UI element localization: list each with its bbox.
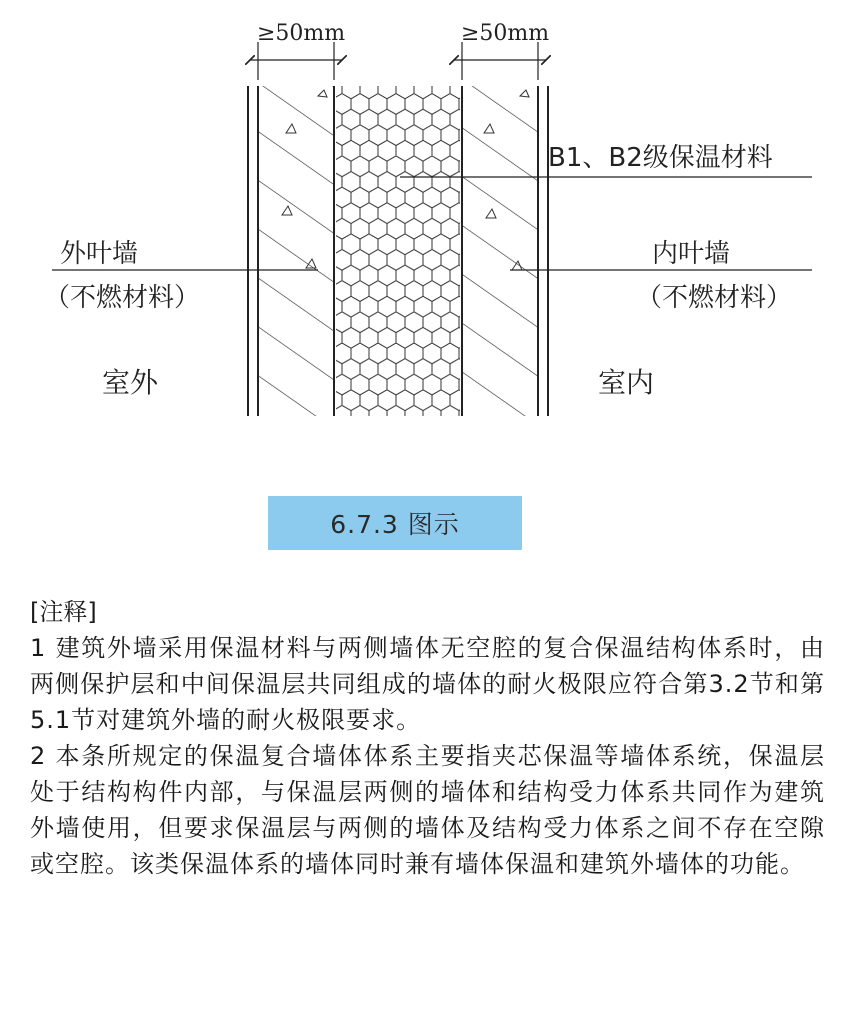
inner-leaf-label: 内叶墙 [652,239,731,269]
figure-caption [268,496,522,550]
dimension-left [250,21,345,80]
inner-leaf-wall [462,86,548,416]
insulation-core [336,86,460,416]
notes-section [30,594,825,882]
dimension-left-label: ≥50mm [257,21,346,46]
wall-section-diagram [0,0,848,480]
note-item-2: 2 本条所规定的保温复合墙体体系主要指夹芯保温等墙体系统，保温层处于结构构件内部，与保温层两侧的墙体和结构受力体系共同作为建筑外墙使用，但要求保温层与两侧的墙体及结构受力体系之间不存在空隙或空腔。该类保温体系的墙体同时兼有墙体保温和建筑外墙体的功能。 [30,742,825,878]
dimension-right [454,21,549,80]
outer-leaf-wall [248,86,334,416]
outside-label: 室外 [102,366,159,399]
dimension-right-label: ≥50mm [461,21,550,46]
inner-leaf-sublabel: （不燃材料） [636,283,793,313]
outer-leaf-sublabel: （不燃材料） [44,283,201,313]
note-item-1: 1 建筑外墙采用保温材料与两侧墙体无空腔的复合保温结构体系时，由两侧保护层和中间保温层共同组成的墙体的耐火极限应符合第3.2节和第5.1节对建筑外墙的耐火极限要求。 [30,634,825,734]
notes-heading: [注释] [30,598,97,626]
insulation-label: B1、B2级保温材料 [548,143,773,173]
outer-leaf-label: 外叶墙 [60,239,139,269]
figure-caption-text: 6.7.3 图示 [330,510,460,539]
inside-label: 室内 [598,366,655,399]
